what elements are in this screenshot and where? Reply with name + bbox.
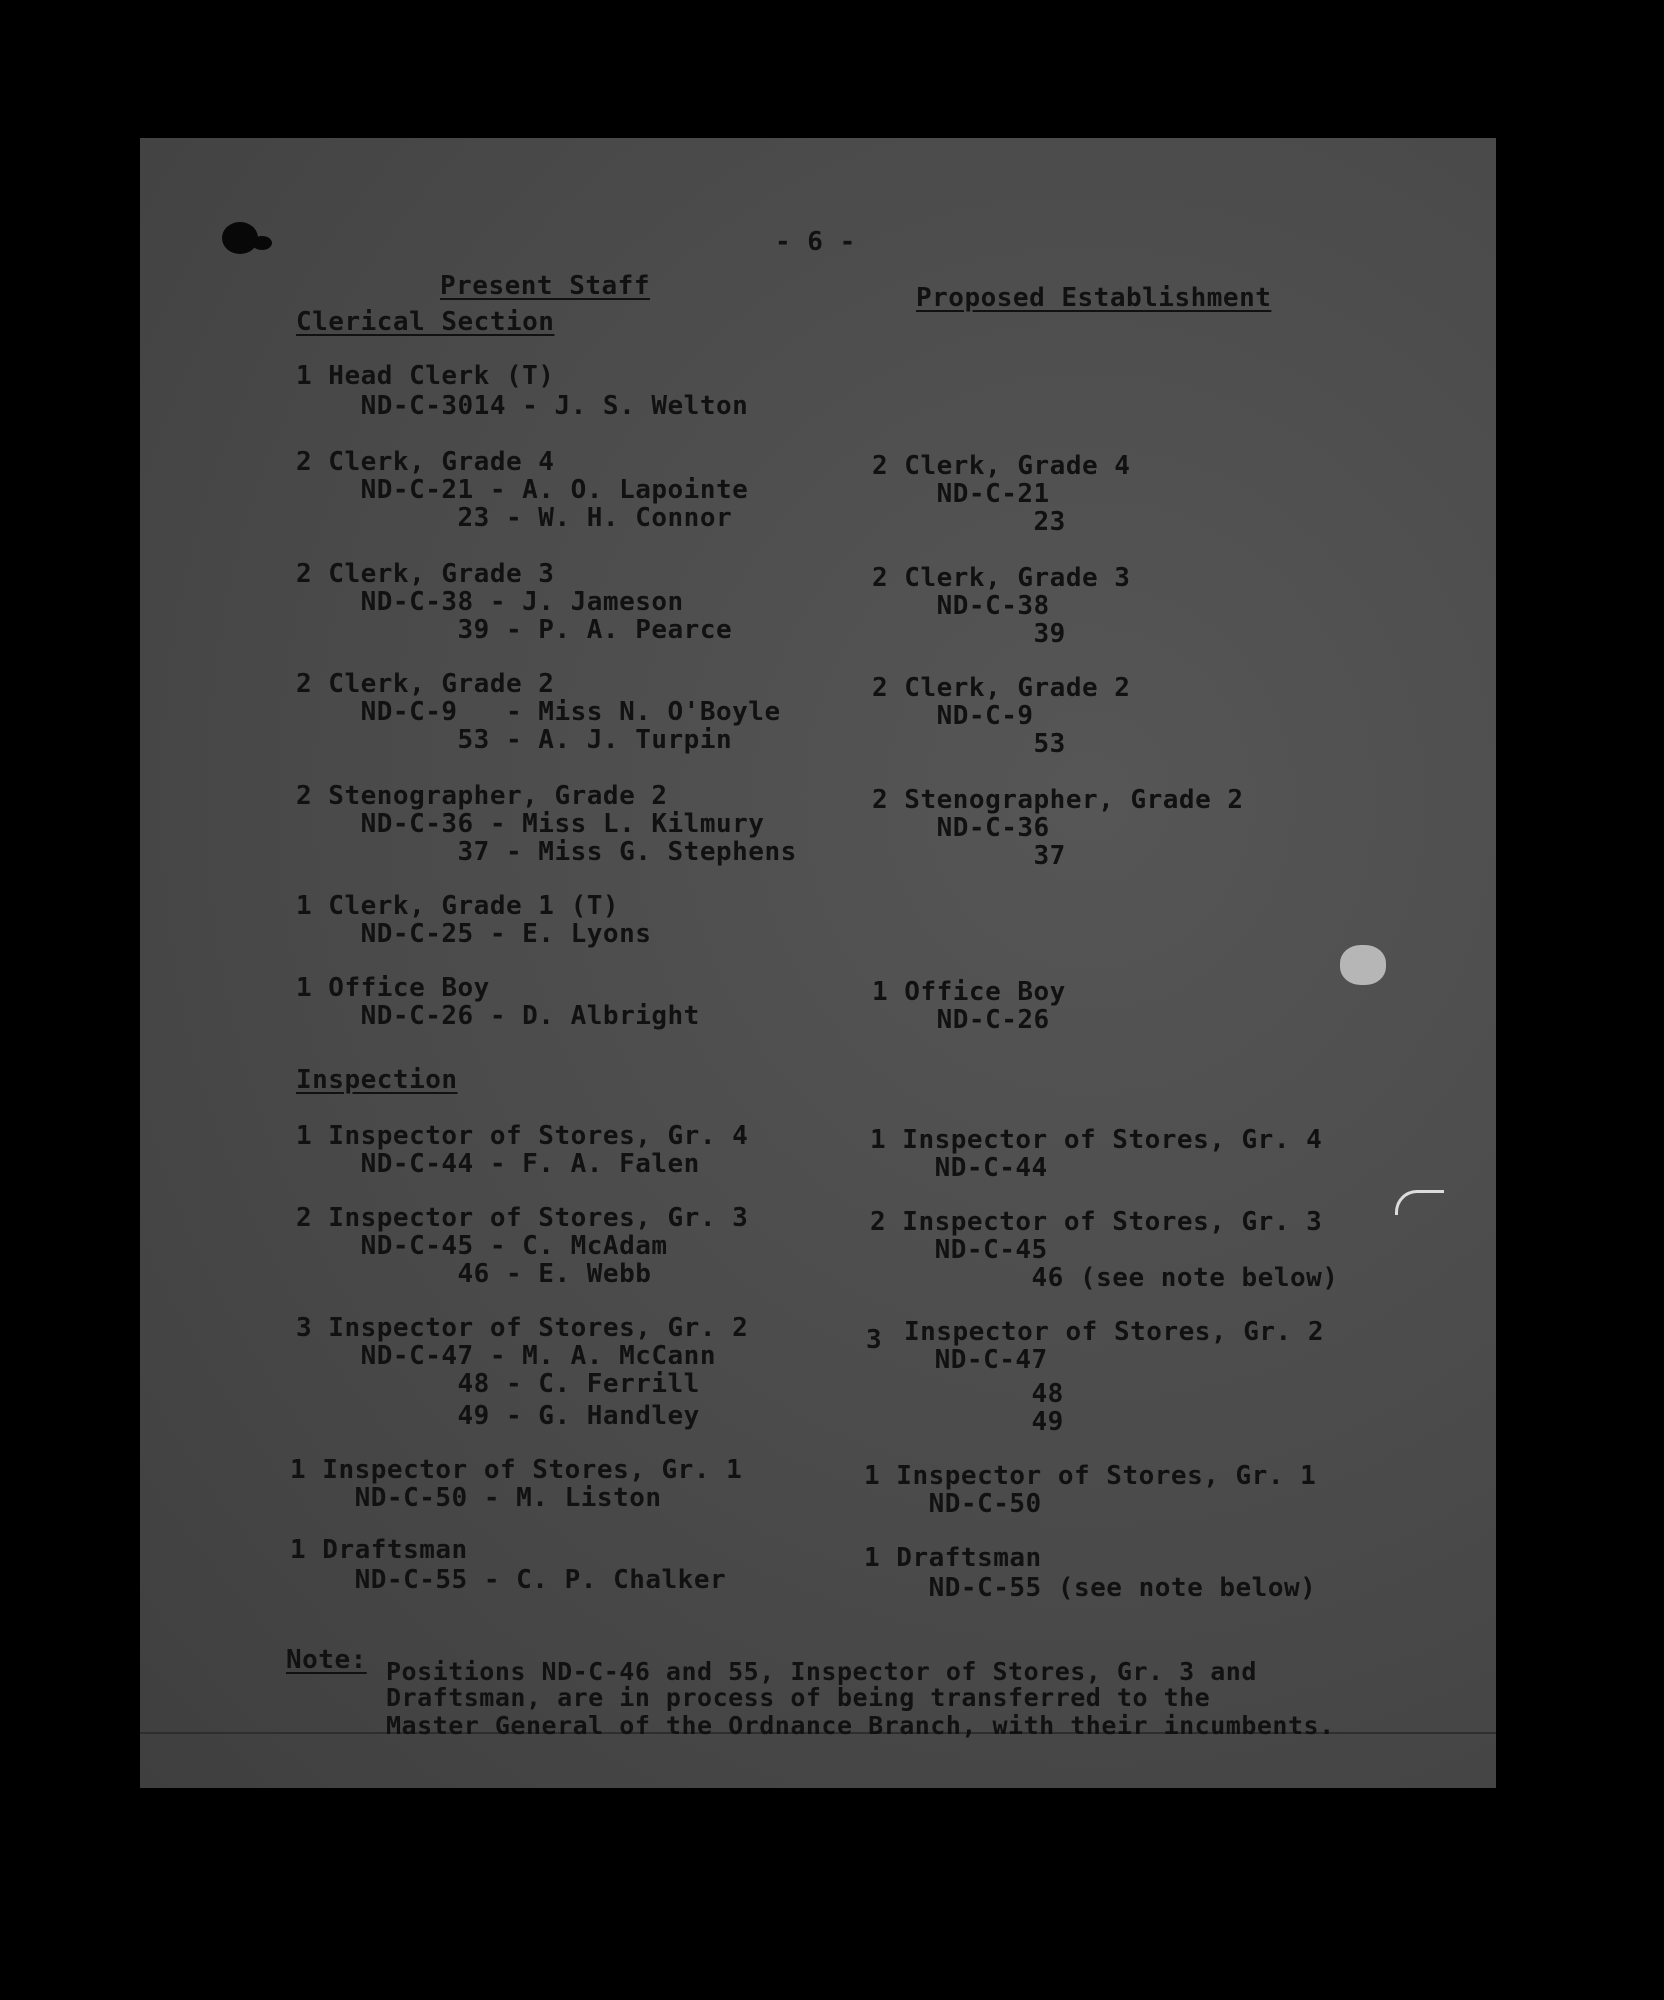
proposed-line: 2 Inspector of Stores, Gr. 3 <box>870 1207 1323 1237</box>
proposed-line: 46 (see note below) <box>870 1263 1339 1293</box>
proposed-line: ND-C-38 <box>872 591 1050 621</box>
present-line: ND-C-47 - M. A. McCann <box>296 1341 716 1371</box>
present-line: 2 Clerk, Grade 3 <box>296 559 555 589</box>
present-line: 53 - A. J. Turpin <box>296 725 733 755</box>
present-line: 2 Inspector of Stores, Gr. 3 <box>296 1203 749 1233</box>
clerical-section-heading: Clerical Section <box>296 307 555 337</box>
present-line: ND-C-21 - A. O. Lapointe <box>296 475 749 505</box>
note-line: Master General of the Ordnance Branch, with their incumbents. <box>386 1711 1335 1740</box>
present-line: ND-C-38 - J. Jameson <box>296 587 684 617</box>
note-label: Note: <box>286 1645 367 1675</box>
present-line: ND-C-26 - D. Albright <box>296 1001 700 1031</box>
proposed-line: ND-C-44 <box>870 1153 1048 1183</box>
proposed-line: 1 Draftsman <box>864 1543 1042 1573</box>
paper-damage-speck <box>1340 945 1386 985</box>
present-line: 39 - P. A. Pearce <box>296 615 733 645</box>
proposed-line: 2 Clerk, Grade 4 <box>872 451 1131 481</box>
present-line: 2 Clerk, Grade 2 <box>296 669 555 699</box>
present-line: 3 Inspector of Stores, Gr. 2 <box>296 1313 749 1343</box>
note-line: Draftsman, are in process of being transferred to the <box>386 1683 1211 1712</box>
proposed-line: ND-C-36 <box>872 813 1050 843</box>
proposed-line: ND-C-45 <box>870 1235 1048 1265</box>
proposed-line: ND-C-55 (see note below) <box>864 1573 1317 1603</box>
present-line: 1 Head Clerk (T) <box>296 361 555 391</box>
present-staff-heading: Present Staff <box>440 271 650 301</box>
proposed-line: ND-C-47 <box>870 1345 1048 1375</box>
present-line: 1 Office Boy <box>296 973 490 1003</box>
present-line: ND-C-55 - C. P. Chalker <box>290 1565 727 1595</box>
proposed-line: ND-C-21 <box>872 479 1050 509</box>
ink-blot-tail <box>252 236 272 250</box>
present-line: 49 - G. Handley <box>296 1401 700 1431</box>
proposed-line: 49 <box>870 1407 1064 1437</box>
present-line: 2 Clerk, Grade 4 <box>296 447 555 477</box>
note-line: Positions ND-C-46 and 55, Inspector of Stores, Gr. 3 and <box>386 1657 1257 1686</box>
proposed-line: 2 Stenographer, Grade 2 <box>872 785 1244 815</box>
present-line: ND-C-44 - F. A. Falen <box>296 1149 700 1179</box>
proposed-line: 48 <box>870 1379 1064 1409</box>
present-line: 1 Inspector of Stores, Gr. 1 <box>290 1455 743 1485</box>
proposed-line: ND-C-9 <box>872 701 1034 731</box>
proposed-line: 2 Clerk, Grade 2 <box>872 673 1131 703</box>
present-line: ND-C-9 - Miss N. O'Boyle <box>296 697 781 727</box>
present-line: 2 Stenographer, Grade 2 <box>296 781 668 811</box>
proposed-line: 1 Inspector of Stores, Gr. 1 <box>864 1461 1317 1491</box>
proposed-line: Inspector of Stores, Gr. 2 <box>904 1317 1324 1347</box>
proposed-establishment-heading: Proposed Establishment <box>916 283 1272 313</box>
present-line: 1 Inspector of Stores, Gr. 4 <box>296 1121 749 1151</box>
present-line: 37 - Miss G. Stephens <box>296 837 797 867</box>
present-line: ND-C-36 - Miss L. Kilmury <box>296 809 765 839</box>
proposed-line: 3 <box>866 1325 883 1355</box>
present-line: ND-C-50 - M. Liston <box>290 1483 662 1513</box>
page-number: - 6 - <box>775 227 856 257</box>
proposed-line: 53 <box>872 729 1066 759</box>
inspection-heading: Inspection <box>296 1065 458 1095</box>
present-line: ND-C-25 - E. Lyons <box>296 919 652 949</box>
proposed-line: 1 Inspector of Stores, Gr. 4 <box>870 1125 1323 1155</box>
proposed-line: ND-C-26 <box>872 1005 1050 1035</box>
proposed-line: 1 Office Boy <box>872 977 1066 1007</box>
proposed-line: 37 <box>872 841 1066 871</box>
present-line: 46 - E. Webb <box>296 1259 652 1289</box>
present-line: 1 Clerk, Grade 1 (T) <box>296 891 620 921</box>
ink-blot <box>222 222 258 254</box>
proposed-line: 39 <box>872 619 1066 649</box>
proposed-line: 23 <box>872 507 1066 537</box>
present-line: 23 - W. H. Connor <box>296 503 733 533</box>
proposed-line: ND-C-50 <box>864 1489 1042 1519</box>
present-line: 48 - C. Ferrill <box>296 1369 700 1399</box>
present-line: 1 Draftsman <box>290 1535 468 1565</box>
present-line: ND-C-45 - C. McAdam <box>296 1231 668 1261</box>
proposed-line: 2 Clerk, Grade 3 <box>872 563 1131 593</box>
present-line: ND-C-3014 - J. S. Welton <box>296 391 749 421</box>
